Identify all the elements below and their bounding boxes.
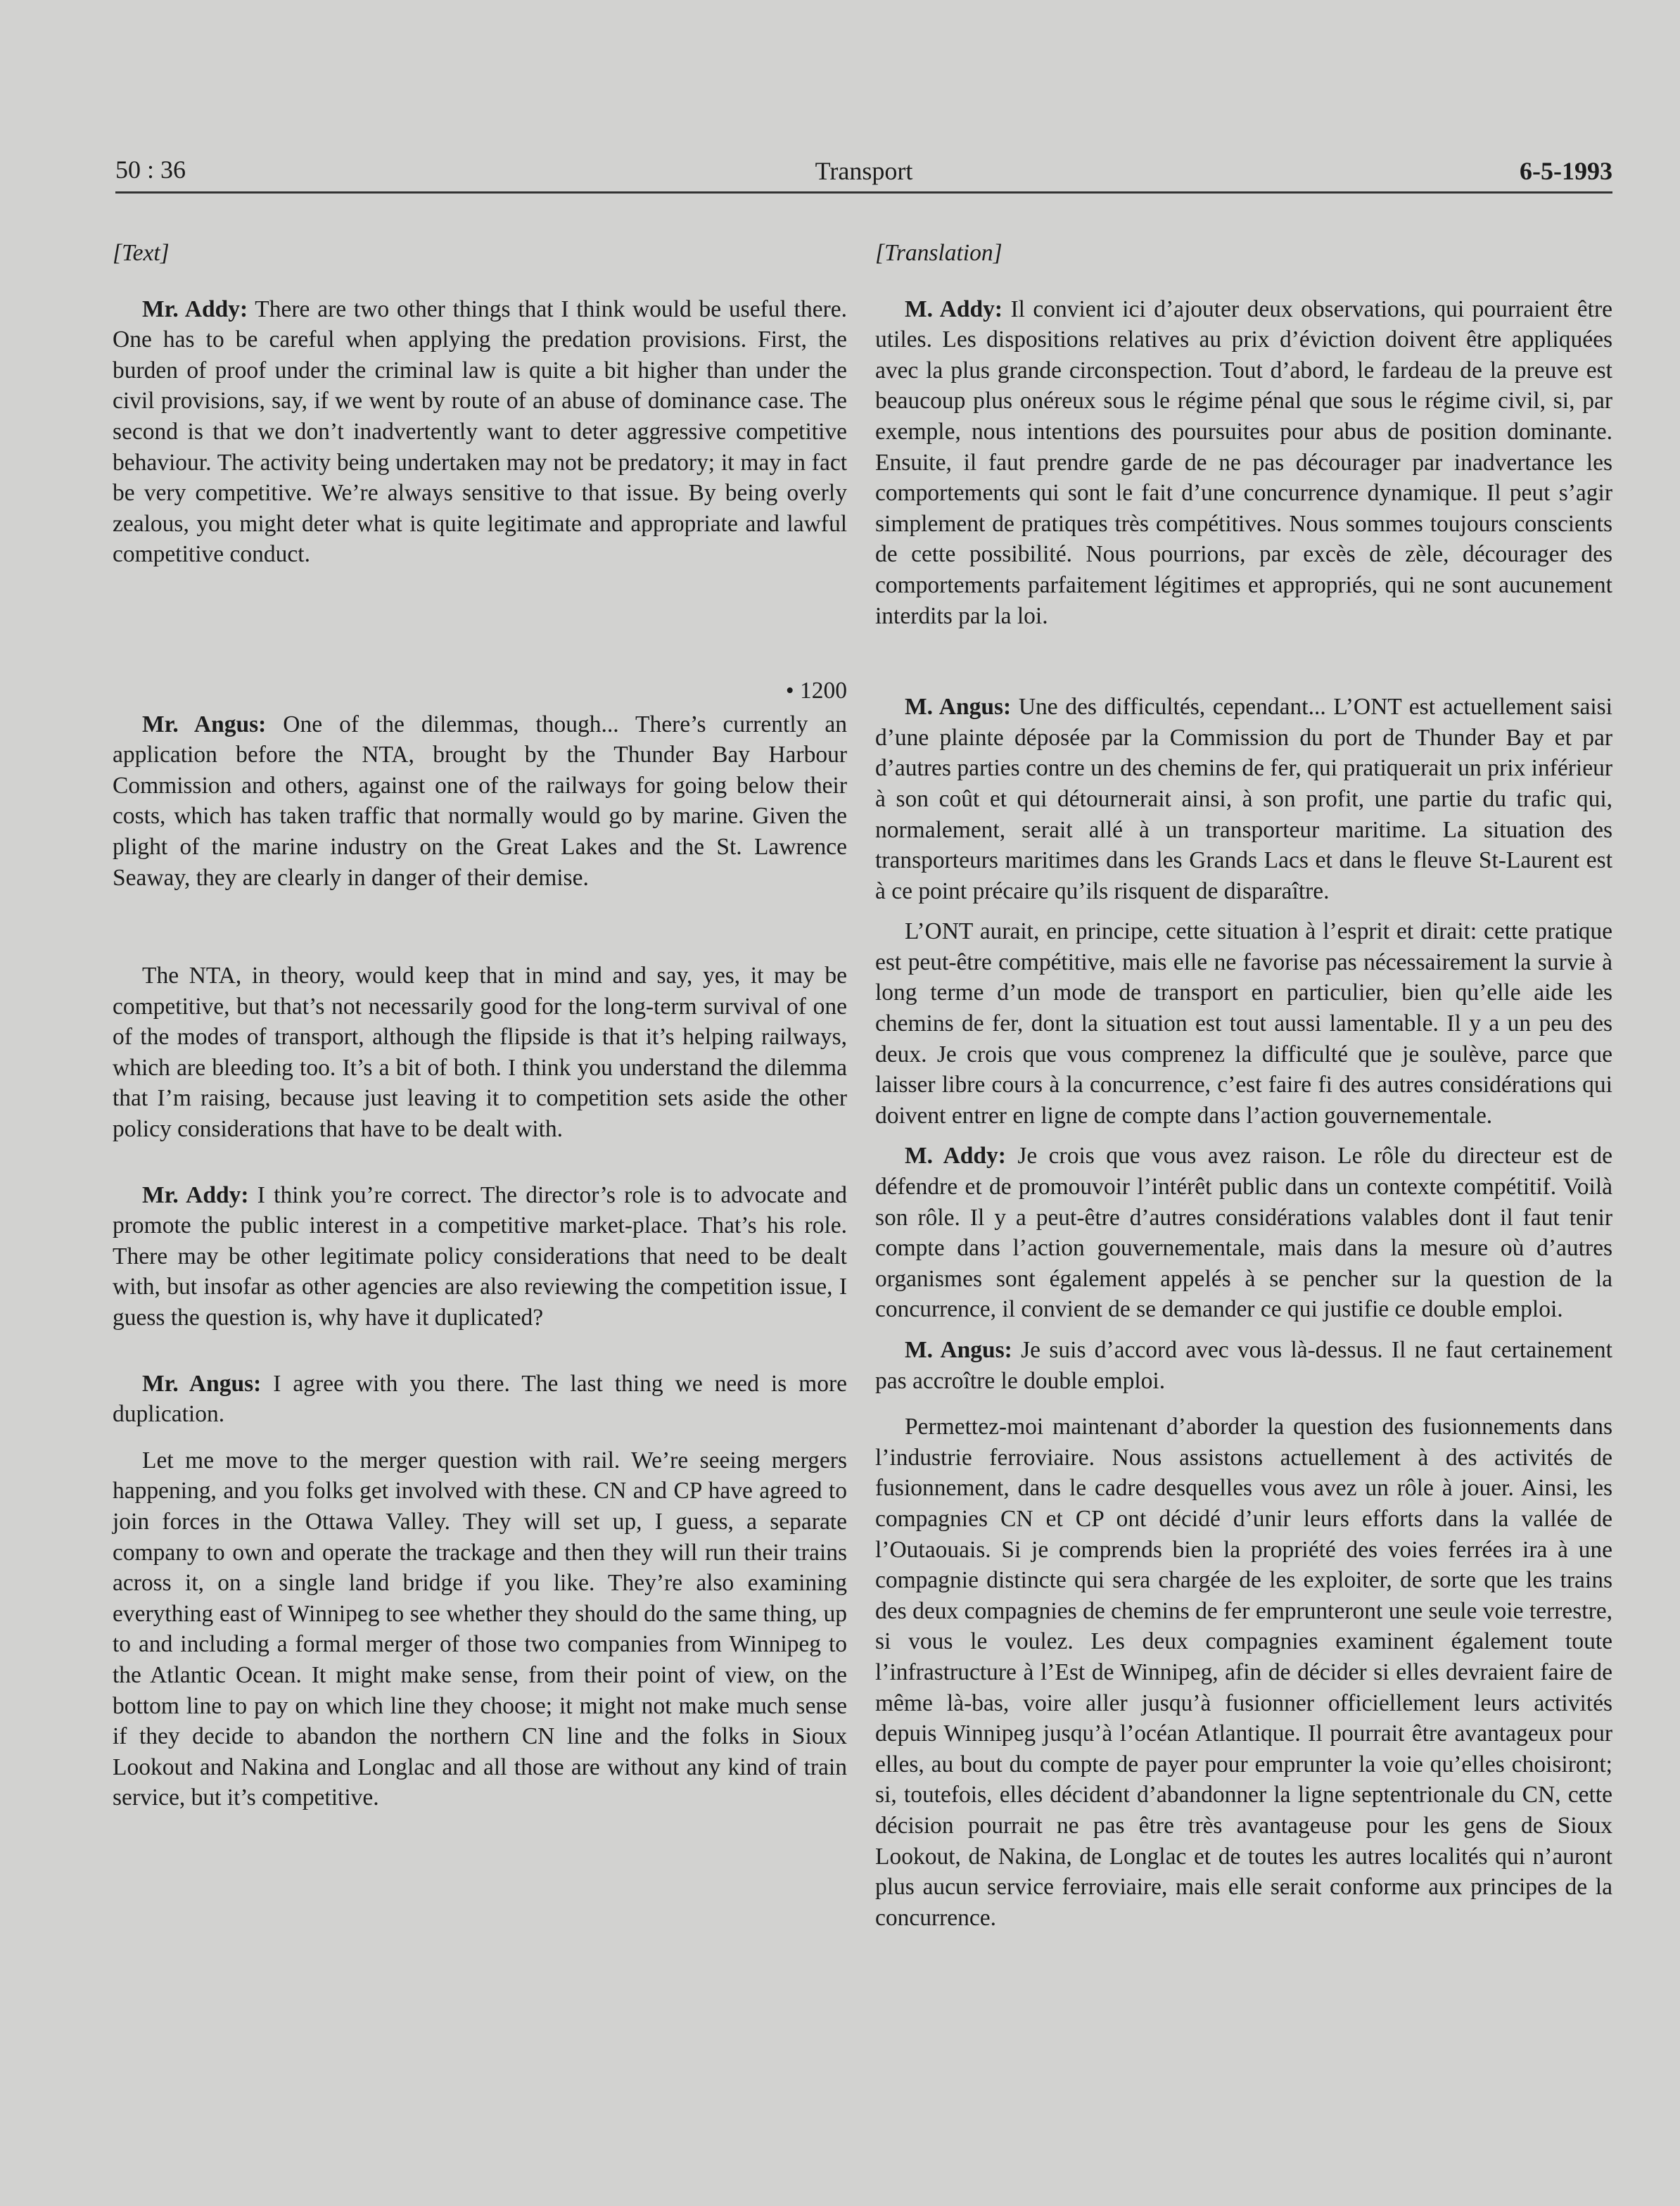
paragraph <box>875 294 1612 632</box>
paragraph <box>113 961 847 1145</box>
paragraph-text: I agree with you there. The last thing we need is more duplication. <box>113 1370 848 1428</box>
paragraph <box>113 709 847 894</box>
paragraph-text: One of the dilemmas, though... There’s currently an application before the NTA, brought by the Thunder Bay Harbour Commission and others, against one of the railways for going below their costs, which has taken traffic that normally would go by marine. Given the plight of the marine industry on the Great Lakes and the St. Lawrence Seaway, they are clearly in danger of their demise. <box>113 711 847 891</box>
paragraph <box>113 1180 847 1333</box>
left-column-english <box>113 238 847 1813</box>
speaker-name: Mr. Addy: <box>142 296 248 322</box>
column-label: [Text] <box>113 240 170 266</box>
paragraph-text: Permettez-moi maintenant d’aborder la question des fusionnements dans l’industrie ferroviaire. Nous assistons actuellement à des activités de fusionnement, dans le cadre desquelles vous avez un rôle à jouer. Ainsi, les compagnies CN et CP ont décidé d’unir leurs efforts dans la vallée de l’Outaouais. Si je comprends bien la propriété des voies ferrées ira à une compagnie distincte qui sera chargée de les exploiter, de sorte que les trains des deux compagnies de chemins de fer emprunteront une seule voie terrestre, si vous le voulez. Les deux compagnies examinent également toute l’infrastructure à l’Est de Winnipeg, afin de décider si elles devraient faire de même là-bas, voire aller jusqu’à fusionner officiellement leurs activités depuis Winnipeg jusqu’à l’océan Atlantique. Il pourrait être avantageux pour elles, au bout du compte de payer pour emprunter la voie qu’elles choisiront; si, toutefois, elles décident d’abandonner la ligne septentrionale du CN, cette décision pourrait ne pas être très avantageuse pour les gens de Sioux Lookout, de Nakina, de Longlac et de toutes les autres localités qui n’auront plus aucun service ferroviaire, mais elle serait conforme aux principes de la concurrence. <box>875 1414 1612 1931</box>
paragraph-text: The NTA, in theory, would keep that in mind and say, yes, it may be competitive, but that’s not necessarily good for the long-term survival of one of the modes of transport, although the flipside is that it’s helping railways, which are bleeding too. It’s a bit of both. I think you understand the dilemma that I’m raising, because just leaving it to competition sets aside the other policy considerations that have to be dealt with. <box>113 963 847 1143</box>
right-column-french <box>875 238 1612 1933</box>
paragraph <box>875 692 1612 906</box>
paragraph <box>875 1141 1612 1325</box>
paragraph-text: I think you’re correct. The director’s role is to advocate and promote the public interest in a competitive market-place. That’s his role. There may be other legitimate policy considerations that need to be dealt with, but insofar as other agencies are also reviewing the competition issue, I guess the question is, why have it duplicated? <box>113 1181 847 1331</box>
paragraph-text: L’ONT aurait, en principe, cette situation à l’esprit et dirait: cette pratique est peut-être compétitive, mais elle ne favorise pas nécessairement la survie à long terme d’un mode de transport en particulier, bien qu’elle aide les chemins de fer, dont la situation est tout aussi lamentable. Il y a un peu des deux. Je crois que vous comprenez la difficulté que je soulève, parce que laisser libre cours à la concurrence, c’est faire fi des autres considérations qui doivent entrer en ligne de compte dans l’action gouvernementale. <box>875 918 1612 1129</box>
paragraph <box>113 1369 847 1430</box>
speaker-name: M. Addy: <box>905 1143 1006 1169</box>
paragraph <box>875 1335 1612 1396</box>
paragraph-text: Let me move to the merger question with rail. We’re seeing mergers happening, and you folks get involved with these. CN and CP have agreed to join forces in the Ottawa Valley. They will set up, I guess, a separate company to own and operate the trackage and then they will run their trains across it, on a single land bridge if you like. They’re also examining everything east of Winnipeg to see whether they should do the same thing, up to and including a formal merger of those two companies from Winnipeg to the Atlantic Ocean. It might make sense, from their point of view, on the bottom line to pay on which line they choose; it might not make much sense if they decide to abandon the northern CN line and the folks in Sioux Lookout and Nakina and Longlac and all those are without any kind of train service, but it’s competitive. <box>113 1447 847 1811</box>
running-header <box>115 149 1612 194</box>
paragraph <box>113 1445 847 1813</box>
speaker-name: Mr. Addy: <box>142 1181 249 1208</box>
paragraph-text: Je suis d’accord avec vous là-dessus. Il ne faut certainement pas accroître le double emploi. <box>875 1337 1612 1394</box>
header-date: 6-5-1993 <box>1520 157 1612 185</box>
speaker-name: Mr. Angus: <box>142 711 267 737</box>
paragraph-text: Je crois que vous avez raison. Le rôle du directeur est de défendre et de promouvoir l’intérêt public dans un contexte compétitif. Voilà son rôle. Il y a peut-être d’autres considérations valables dont il faut tenir compte dans l’action gouvernementale, mais dans la mesure où d’autres organismes sont également appelés à se pencher sur la question de la concurrence, il convient de se demander ce qui justifie ce double emploi. <box>875 1143 1613 1323</box>
speaker-name: M. Addy: <box>905 296 1003 322</box>
header-title: Transport <box>815 157 913 185</box>
column-label: [Translation] <box>875 240 1003 266</box>
time-marker: • 1200 <box>785 677 847 704</box>
paragraph <box>113 294 847 570</box>
speaker-name: M. Angus: <box>905 694 1012 721</box>
paragraph-text: Une des difficultés, cependant... L’ONT est actuellement saisi d’une plainte déposée par la Commission du port de Thunder Bay et par d’autres parties contre un des chemins de fer, qui pratiquerait un prix inférieur à son coût et qui détournerait ainsi, à son profit, une partie du trafic qui, normalement, serait allé à un transporteur maritime. La situation des transporteurs maritimes dans les Grands Lacs et dans le fleuve St-Laurent est à ce point précaire qu’ils risquent de disparaître. <box>875 694 1612 904</box>
paragraph <box>875 1412 1612 1933</box>
paragraph <box>875 916 1612 1131</box>
speaker-name: Mr. Angus: <box>142 1370 262 1397</box>
speaker-name: M. Angus: <box>905 1337 1012 1363</box>
paragraph-text: There are two other things that I think would be useful there. One has to be careful when applying the predation provisions. First, the burden of proof under the criminal law is quite a bit higher than under the civil provisions, say, if we went by route of an abuse of dominance case. The second is that we don’t inadvertently want to deter aggressive competitive behaviour. The activity being undertaken may not be predatory; it may in fact be very competitive. We’re always sensitive to that issue. By being overly zealous, you might deter what is quite legitimate and appropriate and lawful competitive conduct. <box>113 296 847 568</box>
paragraph-text: Il convient ici d’ajouter deux observations, qui pourraient être utiles. Les dispositions relatives au prix d’éviction doivent être appliquées avec la plus grande circonspection. Tout d’abord, le fardeau de la preuve est beaucoup plus onéreux sous le régime pénal que sous le régime civil, si, par exemple, nous intentions des poursuites pour abus de position dominante. Ensuite, il faut prendre garde de ne pas décourager par inadvertance les comportements qui sont le fait d’une concurrence dynamique. Il peut s’agir simplement de pratiques très compétitives. Nous sommes toujours conscients de cette possibilité. Nous pourrions, par excès de zèle, décourager des comportements parfaitement légitimes et appropriés, qui ne sont aucunement interdits par la loi. <box>875 296 1612 629</box>
page-folio: 50 : 36 <box>115 156 186 184</box>
